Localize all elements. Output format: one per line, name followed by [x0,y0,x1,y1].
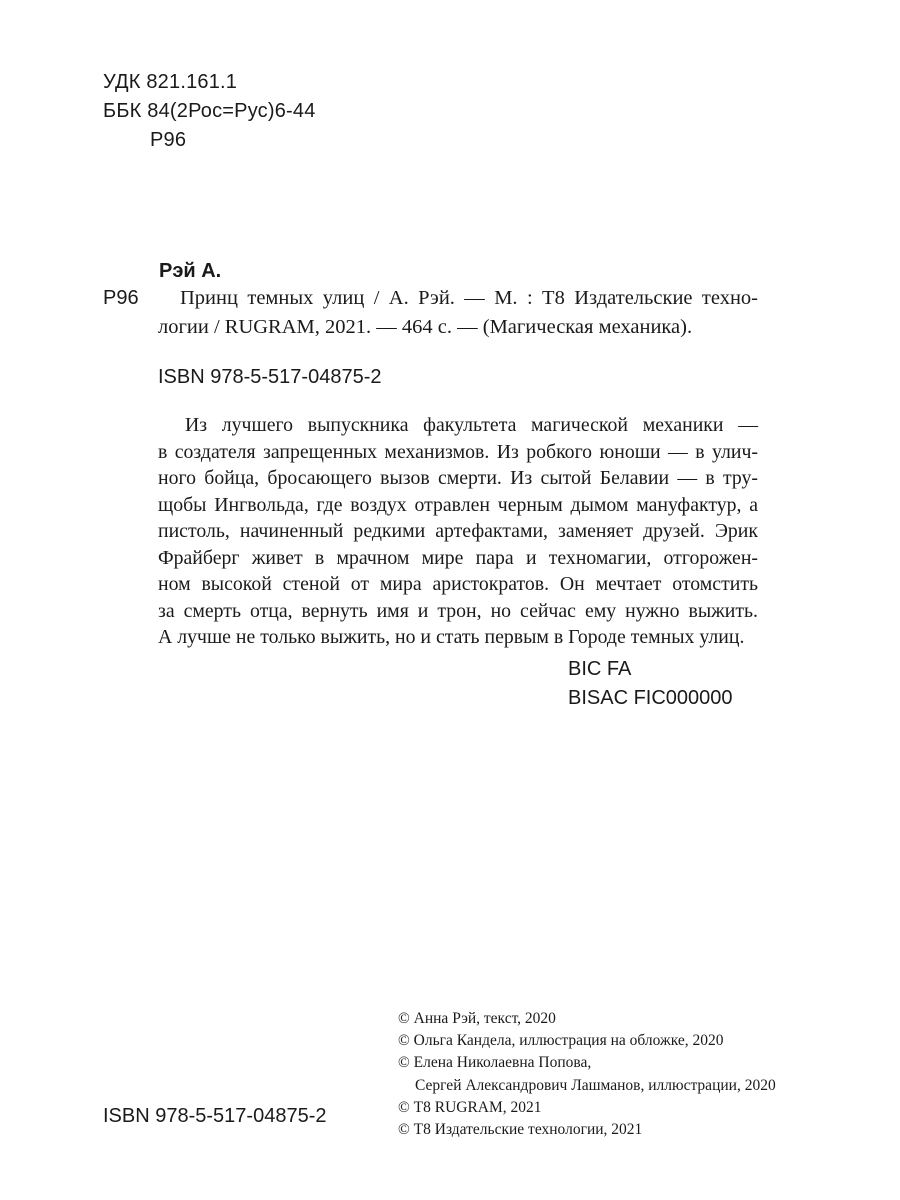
annotation-line: Из лучшего выпускника факультета магической механики — [185,414,758,436]
bbk-code: ББК 84(2Рос=Рус)6-44 [103,100,316,122]
udk-code: УДК 821.161.1 [103,71,238,93]
annotation-line: щобы Ингвольда, где воздух отравлен черным дымом мануфактур, а [158,493,758,516]
copyright-line: © Ольга Кандела, иллюстрация на обложке, 2020 [398,1032,724,1050]
isbn-footer: ISBN 978-5-517-04875-2 [103,1105,327,1127]
author-heading: Рэй А. [159,260,222,282]
copyright-block [398,1008,776,1141]
description-line-1: Принц темных улиц / А. Рэй. — М. : Т8 Издательские техно- [180,287,758,309]
author-mark-record: Р96 [103,287,139,309]
copyright-line: © Анна Рэй, текст, 2020 [398,1010,556,1027]
annotation [158,412,758,651]
annotation-line: пистоль, начиненный редкими артефактами, заменяет друзей. Эрик [158,520,758,542]
copyright-line: © Елена Николаевна Попова, [398,1054,592,1072]
description-line-2: логии / RUGRAM, 2021. — 464 с. — (Магическая механика). [158,316,693,338]
annotation-line: в создателя запрещенных механизмов. Из робкого юноши — в улич- [158,440,758,463]
bisac-code: BISAC FIC000000 [568,687,733,709]
annotation-line: Фрайберг живет в мрачном мире пара и техномагии, отгорожен- [158,546,758,569]
copyright-line: Сергей Александрович Лашманов, иллюстрации, 2020 [415,1076,776,1094]
annotation-line: ного бойца, бросающего вызов смерти. Из сытой Белавии — в тру- [158,467,758,489]
bic-code: BIC FA [568,658,632,680]
annotation-line: А лучше не только выжить, но и стать первым в Городе темных улиц. [158,626,745,648]
copyright-line: © Т8 Издательские технологии, 2021 [398,1120,643,1138]
isbn-record: ISBN 978-5-517-04875-2 [158,366,382,388]
annotation-line: ном высокой стеной от мира аристократов. Он мечтает отомстить [158,573,758,595]
annotation-line: за смерть отца, вернуть имя и трон, но сейчас ему нужно выжить. [158,599,758,622]
author-mark-top: Р96 [150,129,187,151]
copyright-line: © Т8 RUGRAM, 2021 [398,1098,542,1116]
